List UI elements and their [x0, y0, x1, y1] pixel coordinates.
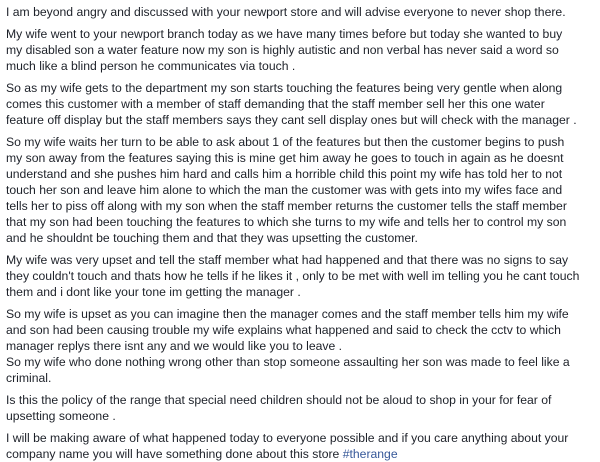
post-paragraph-6	[6, 306, 594, 386]
post-text-line: So my wife waits her turn to be able to ask about 1 of the features but then the customer begins to push	[6, 135, 565, 149]
post-paragraph-7	[6, 392, 594, 424]
post-text-line: So my wife is upset as you can imagine then the manager comes and the staff member tells him my wife	[6, 307, 569, 321]
post-text-line: So my wife who done nothing wrong other than stop someone assaulting her son was made to feel like a	[6, 355, 570, 369]
post-text-line: I will be making aware of what happened today to everyone possible and if you care anything about your	[6, 431, 569, 445]
post-last-line	[6, 446, 594, 462]
post-text-line: Is this the policy of the range that special need children should not be aloud to shop in your for fear of	[6, 393, 552, 407]
post-text-line: upsetting someone .	[6, 409, 116, 423]
post-text-line: and son had been causing trouble my wife explains what happened and said to check the cctv to which	[6, 323, 561, 337]
post-text-line: them and i dont like your tone im getting the manager .	[6, 285, 301, 299]
post-text-line: my son away from the features saying this is mine get him away he goes to touch in again as he doesnt	[6, 151, 564, 165]
post-text-line: feature off display but the staff members says they cant sell display ones but will check with the manager .	[6, 113, 577, 127]
post-text-line: My wife went to your newport branch today as we have many times before but today she wanted to buy	[6, 27, 563, 41]
post-text-line: and he shouldnt be touching them and that they was upsetting the customer.	[6, 231, 418, 245]
post-text-line: much like a blind person he communicates via touch .	[6, 59, 296, 73]
post-text-line: they couldn't touch and thats how he tells if he likes it , only to be met with well im telling you he cant touch	[6, 269, 580, 283]
post-text-line: So as my wife gets to the department my son starts touching the features being very gentle when along	[6, 81, 563, 95]
post-text-line: touch her son and leave him alone to which the man the customer was with gets into my wifes face and	[6, 183, 563, 197]
post-paragraph-2	[6, 26, 594, 74]
post-text-line: criminal.	[6, 371, 52, 385]
post-paragraph-4	[6, 134, 594, 246]
post-paragraph-8	[6, 430, 594, 462]
post-text-fragment: company name you will have something done about this store	[6, 447, 343, 461]
post-text-line: My wife was very upset and tell the staff member what had happened and that there was no signs to say	[6, 253, 569, 267]
post-text-line: manager replys there isnt any and we would like you to leave .	[6, 339, 343, 353]
post-text-line: I am beyond angry and discussed with your newport store and will advise everyone to never shop there.	[6, 5, 566, 19]
post-text-line: comes this customer with a member of staff demanding that the staff member sell her this one water	[6, 97, 545, 111]
post-paragraph-3	[6, 80, 594, 128]
post-text-line: understand and she pushes him hard and calls him a horrible child this point my wife has told her to not	[6, 167, 563, 181]
post-text-line: my disabled son a water feature now my son is highly autistic and non verbal has never said a word so	[6, 43, 559, 57]
post-text-line: that my son had been touching the features to which she turns to my wife and tells her to control my son	[6, 215, 567, 229]
hashtag-link[interactable]: #therange	[342, 447, 398, 461]
post-paragraph-5	[6, 252, 594, 300]
post-text-line: tells her to piss off along with my son when the staff member returns the customer tells the staff member	[6, 199, 567, 213]
post-paragraph-1	[6, 4, 594, 20]
